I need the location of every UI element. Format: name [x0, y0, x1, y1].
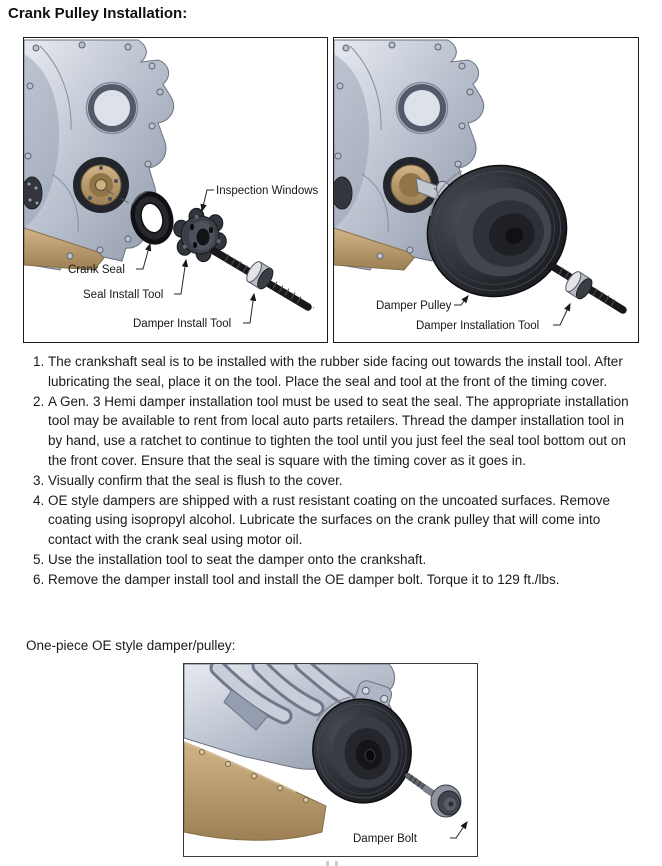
crank-seal-leader — [136, 244, 150, 269]
damper-installation-tool-leader — [553, 304, 570, 325]
subheading: One-piece OE style damper/pulley: — [26, 638, 236, 653]
damper-bolt-illustration — [408, 776, 461, 818]
figure-panel-damper-install — [333, 37, 639, 343]
damper-pulley-label: Damper Pulley — [376, 300, 452, 312]
step-item-2: 2. A Gen. 3 Hemi damper installation tool must be used to seat the seal. The appropriate installation tool may be available to rent from local auto parts retailers. Thread the damper installation tool in by hand, use a ratchet to continue to tighten the tool until you just feel the seal tool bottom out on the front cover. Ensure that the seal is square with the timing cover as it goes in. — [48, 392, 641, 471]
page-number-partial — [326, 861, 342, 866]
seal-install-tool-label: Seal Install Tool — [83, 289, 164, 301]
inspection-windows-label: Inspection Windows — [216, 185, 319, 197]
damper-bolt-label: Damper Bolt — [353, 833, 417, 845]
damper-install-tool-label: Damper Install Tool — [133, 318, 232, 330]
seal-install-illustration — [24, 38, 326, 341]
figure-labels — [353, 822, 467, 845]
crank-seal-label: Crank Seal — [68, 264, 125, 276]
seal-install-tool-leader — [174, 260, 186, 294]
damper-installation-tool-label: Damper Installation Tool — [416, 320, 540, 332]
installation-steps — [25, 352, 641, 590]
figure-labels — [376, 296, 570, 332]
damper-installation-tool-illustration — [552, 266, 623, 310]
damper-install-illustration — [334, 38, 637, 341]
damper-install-tool-illustration — [214, 251, 308, 307]
step-item-6: 6. Remove the damper install tool and install the OE damper bolt. Torque it to 129 ft./lbs. — [48, 570, 641, 590]
figure-panel-oe-damper — [183, 663, 478, 857]
step-item-5: 5. Use the installation tool to seat the damper onto the crankshaft. — [48, 550, 641, 570]
inspection-windows-leader — [202, 190, 214, 211]
damper-bolt-leader — [450, 822, 467, 838]
step-item-3: 3. Visually confirm that the seal is flush to the cover. — [48, 471, 641, 491]
damper-install-tool-leader — [243, 294, 254, 323]
damper-pulley-leader — [454, 296, 468, 305]
page-title: Crank Pulley Installation: — [8, 5, 188, 22]
installation-steps-list — [25, 352, 641, 590]
step-item-1: 1. The crankshaft seal is to be installed with the rubber side facing out towards the install tool. After lubricating the seal, place it on the tool. Place the seal and tool at the front of the timing cover. — [48, 352, 641, 392]
oe-damper-illustration — [184, 664, 477, 856]
figure-panel-seal-install — [23, 37, 328, 343]
step-item-4: 4. OE style dampers are shipped with a rust resistant coating on the uncoated surfaces. Remove coating using isopropyl alcohol. Lubricate the surfaces on the crank pulley that will come into contact with the crank seal using motor oil. — [48, 491, 641, 550]
